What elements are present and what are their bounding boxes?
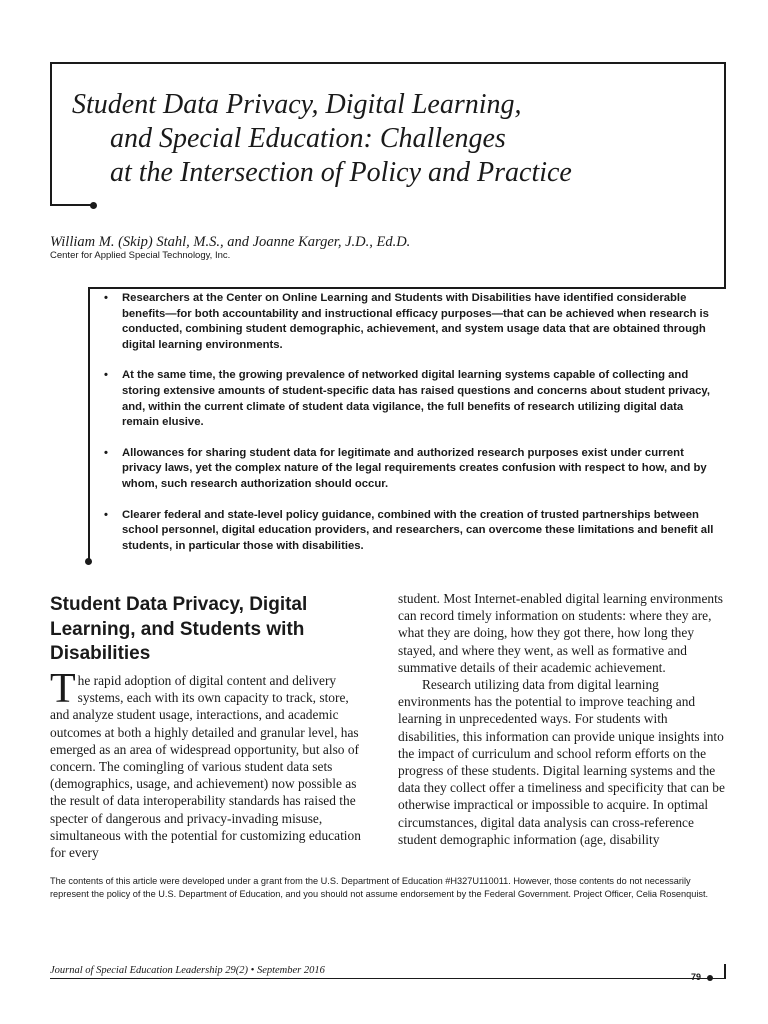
highlight-item xyxy=(100,508,720,555)
highlight-text: Clearer federal and state-level policy guidance, combined with the creation of trusted partnerships between school personnel, digital education providers, and researchers, can overcome these limitations and benefit all students, in particular those with disabilities. xyxy=(122,508,714,552)
article-title-line-3: at the Intersection of Policy and Practice xyxy=(110,157,572,188)
paragraph-text: he rapid adoption of digital content and delivery systems, each with its own capacity to track, store, and analyze student usage, interactions, and academic outcomes at both a highly detailed and granular level, has emerged as an area of widespread opportunity, but also of concern. The comingling of various student data sets (demographics, usage, and achievement) now possible as the result of data interoperability standards has raised the specter of dangerous and privacy-invading misuse, simultaneous with the potential for customizing education for every xyxy=(50,673,361,861)
highlight-item xyxy=(100,446,720,493)
highlight-text: At the same time, the growing prevalence of networked digital learning systems capable of collecting and storing extensive amounts of student-specific data has raised questions and concerns about student privacy, and, within the current climate of student data vigilance, the full benefits of research utilizing digital data remain elusive. xyxy=(122,369,710,429)
frame-title-dot xyxy=(90,202,97,209)
frame-left-rule xyxy=(50,62,52,205)
frame-right-rule xyxy=(724,62,726,288)
highlights-list xyxy=(100,291,720,569)
funding-footnote: The contents of this article were developed under a grant from the U.S. Department of Education #H327U110011. However, those contents do not necessarily represent the policy of the U.S. Department of Education, and you should not assume endorsement by the Federal Government. Project Officer, Celia Rosenquist. xyxy=(50,876,709,900)
bullet-icon: • xyxy=(104,446,108,459)
frame-highlights-rule xyxy=(88,287,726,289)
frame-title-underline xyxy=(50,204,94,206)
highlight-item xyxy=(100,291,720,353)
journal-citation: Journal of Special Education Leadership 29(2) • September 2016 xyxy=(50,965,325,976)
frame-highlights-left-rule xyxy=(88,287,90,560)
bullet-icon: • xyxy=(104,369,108,382)
highlight-text: Researchers at the Center on Online Learning and Students with Disabilities have identified considerable benefits—for both accountability and instructional efficacy purposes—that can be achieved when research is conducted, combining student demographic, achievement, and system usage data that are obtained through digital learning environments. xyxy=(122,292,709,351)
article-title-line-1: Student Data Privacy, Digital Learning, xyxy=(72,89,522,120)
body-column-left xyxy=(50,666,368,861)
footer-right-tick xyxy=(724,964,726,979)
highlight-text: Allowances for sharing student data for legitimate and authorized research purposes exist under current privacy laws, yet the complex nature of the legal requirements creates confusion with respect to how, and by whom, such research authorization should occur. xyxy=(122,446,707,490)
footer-rule xyxy=(50,978,725,979)
highlight-item xyxy=(100,368,720,430)
body-paragraph: student. Most Internet-enabled digital learning environments can record timely information on students: where they are, what they are doing, how they got there, how long they stayed, and where they went, as well as formative and summative details of their academic achievement. xyxy=(398,591,724,675)
drop-cap: T xyxy=(50,666,76,712)
frame-top-rule xyxy=(50,62,726,64)
author-line: William M. (Skip) Stahl, M.S., and Joanne Karger, J.D., Ed.D. xyxy=(50,234,411,250)
page-number: 79 xyxy=(691,972,702,982)
page-number-dot xyxy=(707,975,713,981)
frame-highlights-dot xyxy=(85,558,92,565)
body-paragraph xyxy=(50,666,368,861)
section-heading: Student Data Privacy, Digital Learning, and Students with Disabilities xyxy=(50,594,308,664)
body-paragraph: Research utilizing data from digital learning environments has the potential to improve teaching and learning in unprecedented ways. For students with disabilities, this information can provide unique insights into the impact of curriculum and school reform efforts on the progress of these students. Digital learning systems and the data they collect offer a timeliness and specificity that can be otherwise impractical or impossible to acquire. In optimal circumstances, digital data analysis can cross-reference student demographic information (age, disability xyxy=(398,677,725,847)
article-title xyxy=(72,88,692,190)
article-title-line-2: and Special Education: Challenges xyxy=(110,123,506,154)
author-affiliation: Center for Applied Special Technology, Inc. xyxy=(50,250,231,261)
bullet-icon: • xyxy=(104,292,108,304)
body-column-right xyxy=(398,590,728,848)
bullet-icon: • xyxy=(104,508,108,521)
